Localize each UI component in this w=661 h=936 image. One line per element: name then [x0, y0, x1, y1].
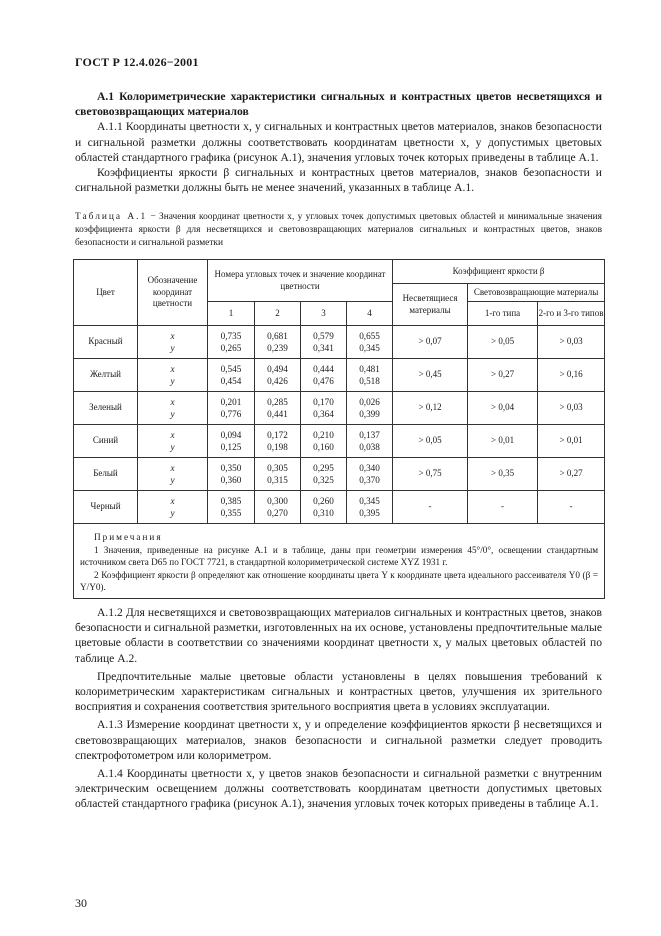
point-4-value: 0,345 0,395 — [347, 491, 393, 524]
coord-designation: x y — [138, 392, 208, 425]
beta-non-luminous: > 0,05 — [393, 425, 468, 458]
point-2-value: 0,300 0,270 — [255, 491, 301, 524]
header-designation: Обозначение координат цветности — [138, 260, 208, 326]
header-point-3: 3 — [301, 302, 347, 326]
page-number: 30 — [75, 896, 87, 910]
paragraph-a1-3: А.1.3 Измерение координат цветности x, y и определение коэффициентов яркости β несветящихся и световозвращающих материалов, знаков безопасности и сигнальной разметки следует проводить спектрофотометром или колориметром. — [75, 718, 602, 762]
table-notes — [74, 524, 605, 599]
header-corner-points: Номера угловых точек и значение координат цветности — [208, 260, 393, 302]
coord-designation: x y — [138, 491, 208, 524]
beta-type1: > 0,04 — [468, 392, 538, 425]
point-1-value: 0,385 0,355 — [208, 491, 255, 524]
table-row — [74, 458, 605, 491]
beta-type1: > 0,01 — [468, 425, 538, 458]
table-row — [74, 491, 605, 524]
section-a1 — [75, 89, 602, 195]
point-2-value: 0,285 0,441 — [255, 392, 301, 425]
note-2: 2 Коэффициент яркости β определяют как отношение координаты цвета Y к координате цвета идеального рассеивателя Y0 (β = Y/Y0). — [80, 569, 599, 593]
header-point-4: 4 — [347, 302, 393, 326]
point-4-value: 0,137 0,038 — [347, 425, 393, 458]
point-1-value: 0,545 0,454 — [208, 359, 255, 392]
beta-type23: > 0,03 — [538, 326, 605, 359]
paragraph-a1-2-2: Предпочтительные малые цветовые области установлены в целях повышения требований к колориметрическим характеристикам сигнальных и контрастных цветов, улучшения их зрительного восприятия и сохранения соответствия зрительного восприятия цвета в условиях эксплуатации. — [75, 669, 602, 714]
chromaticity-table — [73, 259, 605, 599]
point-4-value: 0,340 0,370 — [347, 458, 393, 491]
table-caption-label: Таблица А.1 — [75, 212, 148, 222]
point-1-value: 0,094 0,125 — [208, 425, 255, 458]
point-3-value: 0,295 0,325 — [301, 458, 347, 491]
beta-type1: > 0,27 — [468, 359, 538, 392]
coord-designation: x y — [138, 326, 208, 359]
paragraph-a1-4: А.1.4 Координаты цветности x, y цветов знаков безопасности и сигнальной разметки с внутренним электрическим освещением должны соответствовать координатам цветности допустимых цветовых областей стандартного графика (рисунок А.1), значения угловых точек которых приведены в таблице А.1. — [75, 767, 602, 811]
note-1: 1 Значения, приведенные на рисунке А.1 и в таблице, даны при геометрии измерения 45°/0°, освещении стандартным источником света D65 по ГОСТ 7721, в стандартной колориметрической системе XYZ 1931 г. — [80, 544, 599, 568]
color-name: Желтый — [74, 359, 138, 392]
beta-type23: > 0,27 — [538, 458, 605, 491]
color-name: Зеленый — [74, 392, 138, 425]
header-point-1: 1 — [208, 302, 255, 326]
header-beta: Коэффициент яркости β — [393, 260, 605, 284]
point-4-value: 0,655 0,345 — [347, 326, 393, 359]
header-non-luminous: Несветящиеся материалы — [393, 284, 468, 326]
header-color: Цвет — [74, 260, 138, 326]
color-name: Белый — [74, 458, 138, 491]
beta-type23: - — [538, 491, 605, 524]
table-caption-text: − Значения координат цветности x, y угловых точек допустимых цветовых областей и минимальные значения коэффициента яркости β для несветящихся и световозвращающих материалов сигнальных и контрастных цветов, знаков безопасности и сигнальной разметки — [75, 212, 602, 248]
point-1-value: 0,350 0,360 — [208, 458, 255, 491]
header-point-2: 2 — [255, 302, 301, 326]
point-3-value: 0,579 0,341 — [301, 326, 347, 359]
point-4-value: 0,481 0,518 — [347, 359, 393, 392]
point-3-value: 0,170 0,364 — [301, 392, 347, 425]
beta-type23: > 0,16 — [538, 359, 605, 392]
table-row — [74, 326, 605, 359]
beta-type23: > 0,03 — [538, 392, 605, 425]
point-2-value: 0,681 0,239 — [255, 326, 301, 359]
table-caption — [75, 211, 602, 250]
point-2-value: 0,305 0,315 — [255, 458, 301, 491]
point-4-value: 0,026 0,399 — [347, 392, 393, 425]
beta-non-luminous: > 0,45 — [393, 359, 468, 392]
coord-designation: x y — [138, 359, 208, 392]
table-row — [74, 392, 605, 425]
coord-designation: x y — [138, 458, 208, 491]
beta-type1: - — [468, 491, 538, 524]
beta-non-luminous: - — [393, 491, 468, 524]
header-retroreflective: Световозвращающие материалы — [468, 284, 605, 302]
point-1-value: 0,735 0,265 — [208, 326, 255, 359]
paragraph-a1-1: А.1.1 Координаты цветности x, y сигнальных и контрастных цветов материалов, знаков безопасности и сигнальной разметки должны соответствовать координатам цветности x, y допустимых цветовых областей стандартного графика (рисунок А.1), значения угловых точек которых приведены в таблице А.1. — [75, 120, 602, 164]
section-a12 — [75, 605, 602, 812]
beta-non-luminous: > 0,75 — [393, 458, 468, 491]
point-1-value: 0,201 0,776 — [208, 392, 255, 425]
beta-non-luminous: > 0,12 — [393, 392, 468, 425]
point-3-value: 0,444 0,476 — [301, 359, 347, 392]
header-type1: 1-го типа — [468, 302, 538, 326]
point-2-value: 0,172 0,198 — [255, 425, 301, 458]
point-3-value: 0,210 0,160 — [301, 425, 347, 458]
color-name: Черный — [74, 491, 138, 524]
point-2-value: 0,494 0,426 — [255, 359, 301, 392]
table-notes-row — [74, 524, 605, 599]
table-row — [74, 359, 605, 392]
beta-type23: > 0,01 — [538, 425, 605, 458]
point-3-value: 0,260 0,310 — [301, 491, 347, 524]
table-row — [74, 425, 605, 458]
beta-non-luminous: > 0,07 — [393, 326, 468, 359]
beta-type1: > 0,35 — [468, 458, 538, 491]
coord-designation: x y — [138, 425, 208, 458]
section-heading: А.1 Колориметрические характеристики сигнальных и контрастных цветов несветящихся и световозвращающих материалов — [75, 90, 602, 119]
table-header-row — [74, 260, 605, 284]
notes-title: Примечания — [94, 532, 163, 542]
beta-type1: > 0,05 — [468, 326, 538, 359]
color-name: Синий — [74, 425, 138, 458]
paragraph-a1-2: Коэффициенты яркости β сигнальных и контрастных цветов материалов, знаков безопасности и сигнальной разметки должны быть не менее значений, указанных в таблице А.1. — [75, 166, 602, 195]
paragraph-a1-2-1: А.1.2 Для несветящихся и световозвращающих материалов сигнальных и контрастных цветов, знаков безопасности и сигнальной разметки, изготовленных на их основе, установлены предпочтительные малые цветовые области в соответствии со значениями координат цветности x, y малых цветовых областей по таблице А.2. — [75, 606, 602, 665]
document-header: ГОСТ Р 12.4.026−2001 — [75, 55, 199, 69]
color-name: Красный — [74, 326, 138, 359]
header-type23: 2-го и 3-го типов — [538, 302, 605, 326]
